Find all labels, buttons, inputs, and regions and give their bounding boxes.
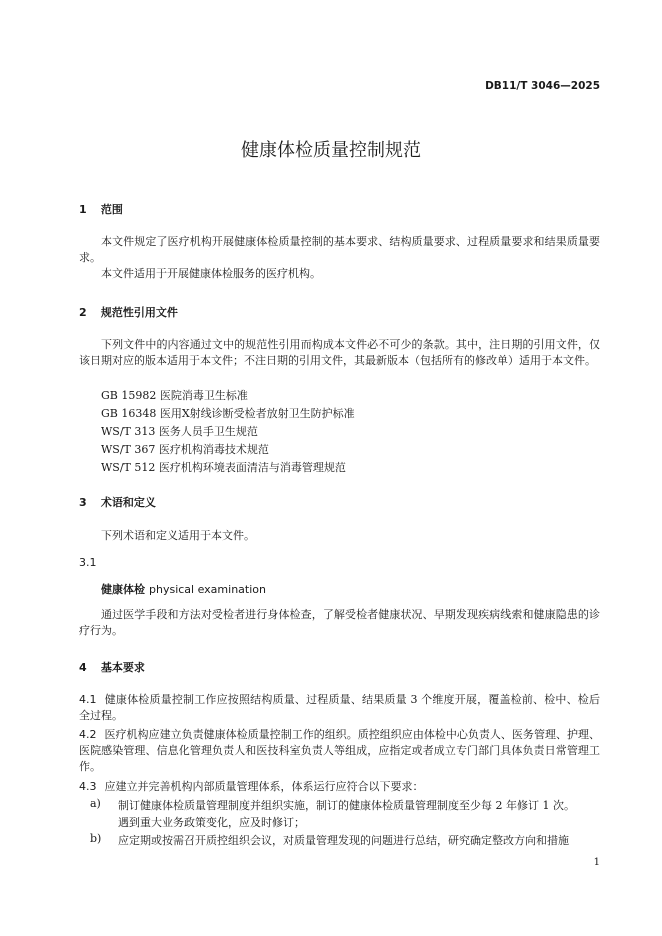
term-english: physical examination (149, 583, 266, 596)
clause-number: 4.2 (79, 728, 97, 741)
document-title: 健康体检质量控制规范 (241, 140, 421, 161)
list-item-marker: b) (90, 832, 102, 845)
reference-item: GB 15982 医院消毒卫生标准 (101, 389, 248, 402)
section-2-paragraph-1: 下列文件中的内容通过文中的规范性引用而构成本文件必不可少的条款。其中，注日期的引用文件，仅该日期对应的版本适用于本文件；不注日期的引用文件，其最新版本（包括所有的修改单）适用于本文件。 (79, 338, 600, 367)
clause-text: 健康体检质量控制工作应按照结构质量、过程质量、结果质量 3 个维度开展，覆盖检前、检中、检后全过程。 (79, 693, 600, 722)
clause-4-3 (79, 779, 600, 795)
section-title: 术语和定义 (100, 496, 156, 509)
clause-text: 应建立并完善机构内部质量管理体系，体系运行应符合以下要求： (104, 780, 424, 793)
list-item-text-continued: 遇到重大业务政策变化，应及时修订； (118, 816, 305, 829)
section-number: 1 (79, 203, 87, 216)
subclause-number: 3.1 (79, 556, 97, 569)
section-3-paragraph-1: 下列术语和定义适用于本文件。 (101, 529, 255, 542)
clause-number: 4.1 (79, 693, 97, 706)
section-title: 范围 (100, 203, 123, 216)
page-number: 1 (593, 857, 600, 868)
section-4-heading (79, 659, 145, 675)
clause-number: 4.3 (79, 780, 97, 793)
clause-4-2 (79, 727, 600, 775)
section-number: 3 (79, 496, 87, 509)
clause-text: 医疗机构应建立负责健康体检质量控制工作的组织。质控组织应由体检中心负责人、医务管理、护理、医院感染管理、信息化管理负责人和医技科室负责人等组成，应指定或者成立专门部门具体负责日常管理工作。 (79, 728, 600, 773)
term-chinese: 健康体检 (101, 583, 145, 596)
section-title: 规范性引用文件 (100, 306, 178, 319)
reference-item: GB 16348 医用X射线诊断受检者放射卫生防护标准 (101, 407, 355, 420)
section-title: 基本要求 (100, 661, 145, 674)
list-item-text: 应定期或按需召开质控组织会议，对质量管理发现的问题进行总结，研究确定整改方向和措施 (118, 834, 569, 847)
standard-number: DB11/T 3046—2025 (485, 80, 600, 92)
term-definition: 通过医学手段和方法对受检者进行身体检查，了解受检者健康状况、早期发现疾病线索和健康隐患的诊疗行为。 (79, 608, 600, 637)
section-2-heading (79, 304, 178, 320)
term-entry (101, 581, 266, 597)
section-number: 4 (79, 661, 87, 674)
section-number: 2 (79, 306, 87, 319)
section-1-paragraph-1: 本文件规定了医疗机构开展健康体检质量控制的基本要求、结构质量要求、过程质量要求和结果质量要求。 (79, 235, 600, 264)
reference-item: WS/T 367 医疗机构消毒技术规范 (101, 443, 269, 456)
clause-4-1 (79, 692, 600, 724)
section-1-heading (79, 201, 123, 217)
reference-item: WS/T 313 医务人员手卫生规范 (101, 425, 258, 438)
reference-item: WS/T 512 医疗机构环境表面清洁与消毒管理规范 (101, 461, 346, 474)
list-item-text: 制订健康体检质量管理制度并组织实施，制订的健康体检质量管理制度至少每 2 年修订 1 次。 (118, 799, 575, 812)
list-item-marker: a) (90, 797, 101, 810)
section-3-heading (79, 494, 156, 510)
section-1-paragraph-2: 本文件适用于开展健康体检服务的医疗机构。 (101, 267, 321, 280)
